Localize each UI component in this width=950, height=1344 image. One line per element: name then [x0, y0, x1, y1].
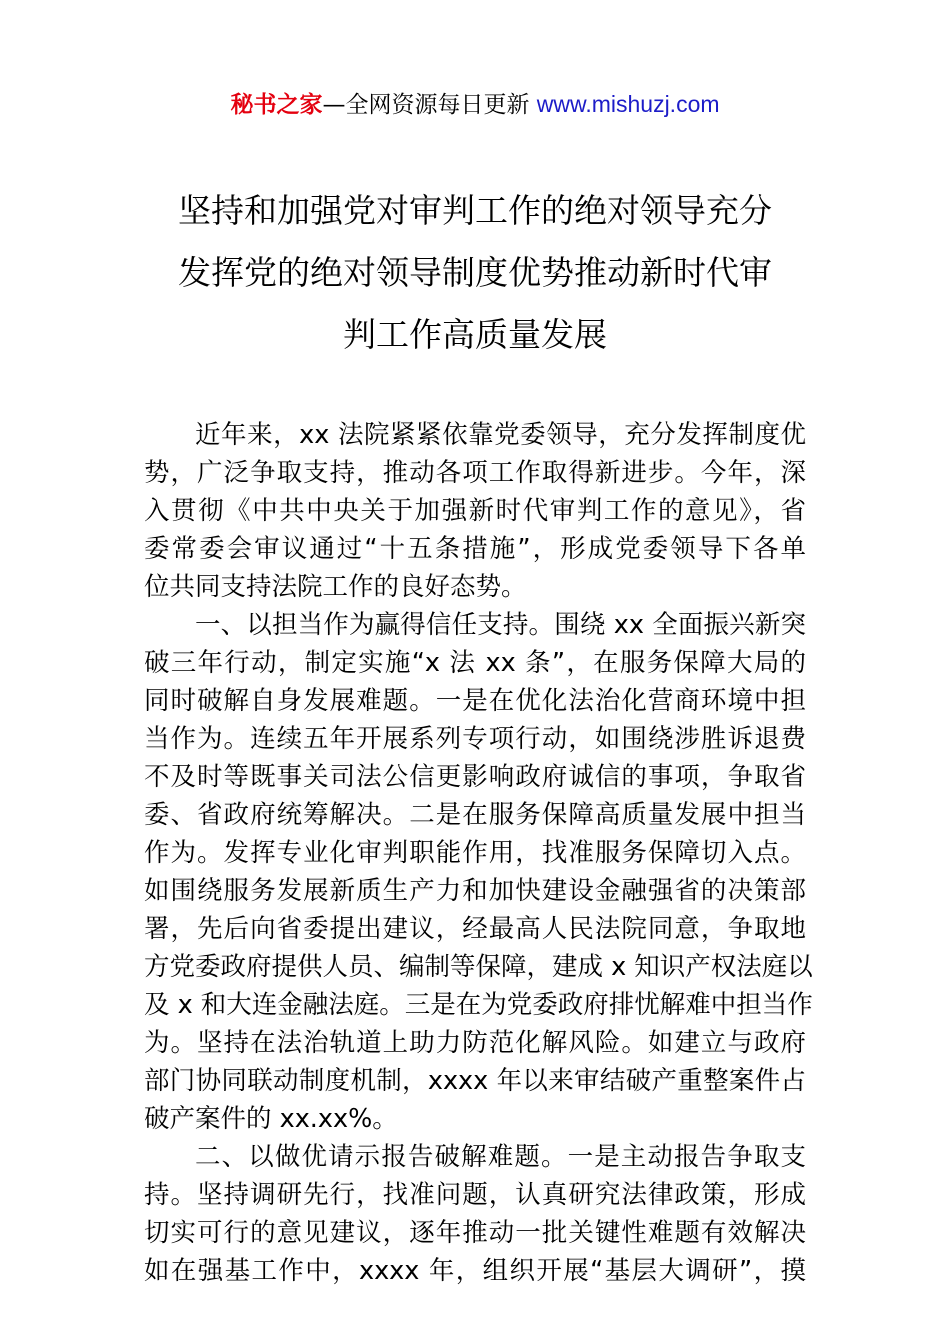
body-line: 位共同支持法院工作的良好态势。 — [144, 572, 527, 602]
body-line: 破三年行动，制定实施“x 法 xx 条”，在服务保障大局的 — [144, 648, 806, 678]
title-line: 发挥党的绝对领导制度优势推动新时代审 — [178, 253, 772, 292]
body-line: 不及时等既事关司法公信更影响政府诚信的事项，争取省 — [144, 762, 806, 792]
body-line: 为。坚持在法治轨道上助力防范化解风险。如建立与政府 — [144, 1028, 806, 1058]
body-line: 一、以担当作为赢得信任支持。围绕 xx 全面振兴新突 — [195, 610, 806, 640]
body-line: 势，广泛争取支持，推动各项工作取得新进步。今年，深 — [144, 458, 806, 488]
title-line: 坚持和加强党对审判工作的绝对领导充分 — [178, 191, 772, 230]
body-line: 如在强基工作中，xxxx 年，组织开展“基层大调研”，摸 — [144, 1256, 806, 1286]
body-line: 署，先后向省委提出建议，经最高人民法院同意，争取地 — [144, 914, 806, 944]
document-title — [120, 180, 830, 366]
title-line: 判工作高质量发展 — [343, 315, 607, 354]
document-body — [144, 416, 813, 1290]
site-tagline: —全网资源每日更新 — [322, 92, 537, 118]
body-line: 方党委政府提供人员、编制等保障，建成 x 知识产权法庭以 — [144, 952, 813, 982]
body-line: 持。坚持调研先行，找准问题，认真研究法律政策，形成 — [144, 1180, 806, 1210]
body-line: 同时破解自身发展难题。一是在优化法治化营商环境中担 — [144, 686, 806, 716]
body-line: 部门协同联动制度机制，xxxx 年以来审结破产重整案件占 — [144, 1066, 806, 1096]
site-name: 秘书之家 — [230, 92, 323, 118]
body-line: 二、以做优请示报告破解难题。一是主动报告争取支 — [195, 1142, 806, 1172]
body-line: 委常委会审议通过“十五条措施”，形成党委领导下各单 — [144, 534, 806, 564]
body-line: 委、省政府统筹解决。二是在服务保障高质量发展中担当 — [144, 800, 806, 830]
body-line: 近年来，xx 法院紧紧依靠党委领导，充分发挥制度优 — [195, 420, 806, 450]
body-line: 作为。发挥专业化审判职能作用，找准服务保障切入点。 — [144, 838, 806, 868]
body-line: 入贯彻《中共中央关于加强新时代审判工作的意见》，省 — [144, 496, 806, 526]
site-header — [0, 84, 950, 125]
site-url-link[interactable]: www.mishuzj.com — [536, 91, 720, 117]
body-line: 及 x 和大连金融法庭。三是在为党委政府排忧解难中担当作 — [144, 990, 813, 1020]
body-line: 切实可行的意见建议，逐年推动一批关键性难题有效解决 — [144, 1218, 806, 1248]
body-line: 如围绕服务发展新质生产力和加快建设金融强省的决策部 — [144, 876, 806, 906]
body-line: 当作为。连续五年开展系列专项行动，如围绕涉胜诉退费 — [144, 724, 806, 754]
body-line: 破产案件的 xx.xx%。 — [144, 1104, 398, 1134]
